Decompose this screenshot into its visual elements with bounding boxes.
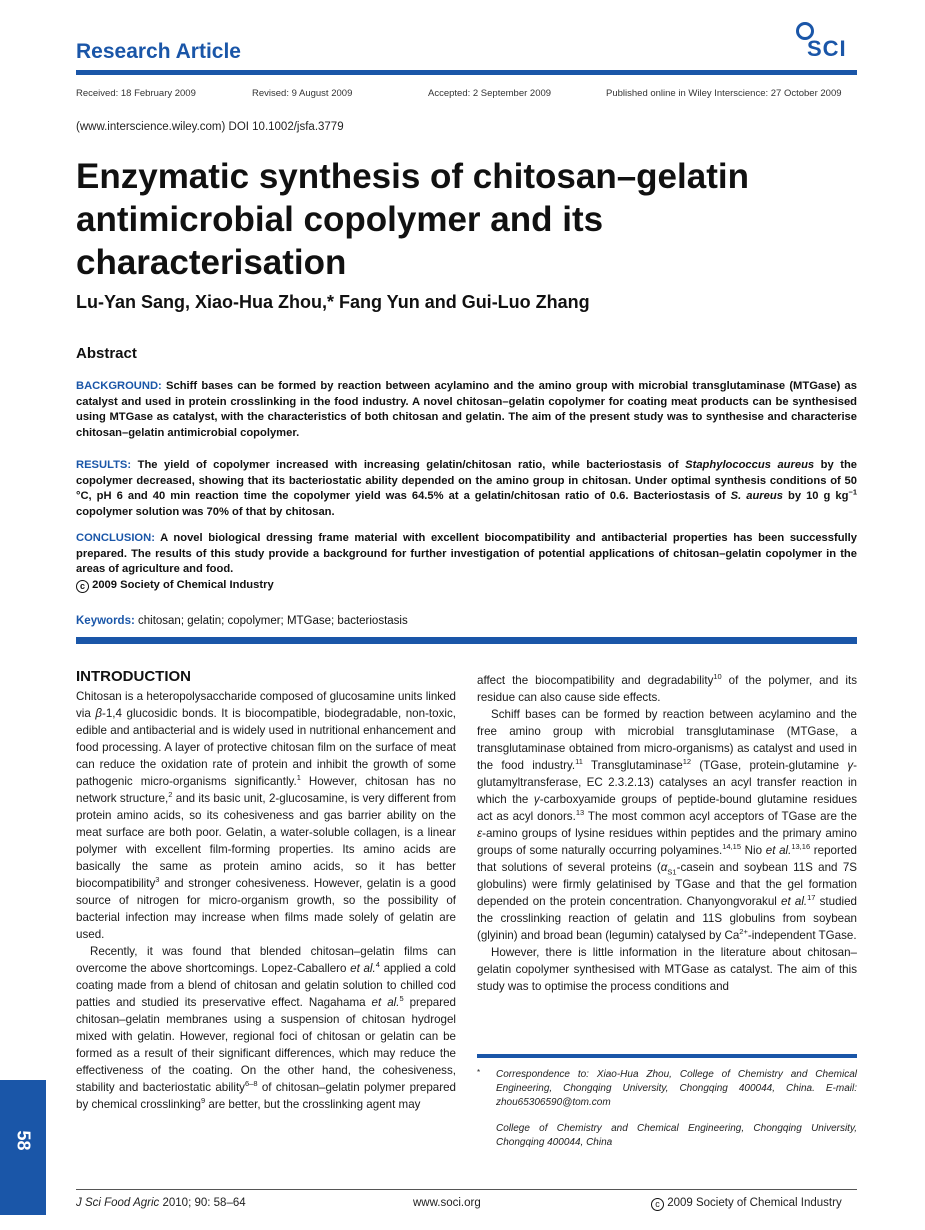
footer-copyright-icon: c [651, 1198, 664, 1211]
abstract-background [76, 379, 857, 441]
left-column [76, 688, 456, 1113]
intro-paragraph-2: Recently, it was found that blended chitosan–gelatin films can overcome the above shortcomings. Lopez-Caballero et al.$^4$ applied a cold coating made from a blend of chitosan and gelatin solution to chilled cod patties and studied its preservative effect. Nagahama et al.$^5$ prepared chitosan–gelatin membranes using a suspension of chitosan hydrogel mixed with gelatin. However, regional foci of chitosan or gelatin can be formed as a result of their significant differences, which may reduce the effectiveness of the coating. On the other hand, the cohesiveness, stability and bacteriostatic ability$^{6-8}$ of chitosan–gelatin polymer prepared by chemical crosslinking$^9$ are better, but the crosslinking agent may [76, 945, 456, 1111]
logo-text: SCI [807, 36, 847, 61]
intro-paragraph-3: affect the biocompatibility and degradability$^{10}$ of the polymer, and its residue can also cause side effects. [477, 672, 857, 704]
conclusion-label: CONCLUSION: [76, 532, 155, 544]
page-number: 58 [13, 1130, 34, 1151]
affiliation-text: College of Chemistry and Chemical Engineering, Chongqing University, Chongqing 400044, China [496, 1123, 857, 1148]
intro-paragraph-1: Chitosan is a heteropolysaccharide composed of glucosamine units linked via β-1,4 glucosidic bonds. It is biocompatible, biodegradable, non-toxic, edible and antibacterial and is widely used in nutritional enhancement and food processing. A layer of protective chitosan film on the surface of meat can reduce the oxidation rate of protein and inhibit the growth of some pathogenic micro-organisms significantly.$^1$ However, chitosan has no network structure,$^2$ and its basic unit, 2-glucosamine, is very different from protein amino acids, so its cohesiveness and gas barrier ability on the meat surface are both poor. Gelatin, a water-soluble collagen, is a linear polymer with excellent film-forming properties. Its amino acids are basically the same as protein amino acids, so it has better biocompatibility$^3$ and stronger cohesiveness. However, gelatin is a good source of nitrogen for micro-organism growth, so the possibility of bacterial infection may increase when films made solely of gelatin are used. [76, 690, 457, 941]
results-text-3: by 10 g kg [787, 490, 849, 502]
background-text: Schiff bases can be formed by reaction between acylamino and the amino group with microbial transglutaminase (MTGase) as catalyst and used in protein crosslinking in the food industry. A novel chitosan–gelatin copolymer for coating meat products can be synthesised using MTGase as catalyst, with the characteristics of both chitosan and gelatin. The aim of the present study was to synthesise and characterise chitosan–gelatin antimicrobial copolymer. [76, 380, 857, 439]
correspondence-footnote [477, 1068, 857, 1110]
footnote-rule [477, 1054, 857, 1058]
journal-citation [76, 1197, 246, 1209]
section-label: Research Article [76, 40, 241, 63]
footer-copyright-text: 2009 Society of Chemical Industry [667, 1197, 842, 1209]
results-text-2: by the copolymer decreased, showing that its bacteriostatic ability depended on the amino group in chitosan. Under optimal synthesis conditions of 50 °C, pH 6 and 40 min reaction time the copolymer yield was 64.5% at a gelatin/chitosan ratio of 0.6. Bacteriostasis of [76, 459, 858, 502]
abstract-copyright-text: 2009 Society of Chemical Industry [92, 578, 274, 591]
abstract-copyright [76, 578, 857, 594]
received-date: Received: 18 February 2009 [76, 88, 196, 99]
abstract-heading: Abstract [76, 345, 137, 362]
results-exponent: −1 [848, 487, 858, 497]
accepted-date: Accepted: 2 September 2009 [428, 88, 552, 99]
footer-rule [76, 1189, 857, 1190]
intro-paragraph-4: Schiff bases can be formed by reaction between acylamino and the free amino group with microbial transglutaminase (MTGase, a transglutaminase obtained from micro-organisms) as catalyst and used in the food industry.$^{11}$ Transglutaminase$^{12}$ (TGase, protein-glutamine γ-glutamyltransferase, EC 2.3.2.13) catalyses an acyl transfer reaction in which the γ-carboxyamide groups of peptide-bound glutamine residues act as acyl donors.$^{13}$ The most common acyl acceptors of TGase are the ε-amino groups of lysine residues within peptides and the primary amino groups of some naturally occurring polyamines.$^{14,15}$ Nio et al.$^{13,16}$ reported that solutions of several proteins ($\alpha_{S1}$-casein and soybean 11S and 7S globulins) were firmly gelatinised by TGase and that the gel formation depended on the protein concentration. Chanyongvorakul et al.$^{17}$ studied the crosslinking reaction of gelatin and 11S globulins from soybean (glyinin) and broad bean (legumin) catalysed by $Ca^{2+}$-independent TGase. [477, 708, 858, 942]
copyright-icon: c [76, 580, 89, 593]
header-rule [76, 70, 857, 75]
results-text-4: copolymer solution was 70% of that by chitosan. [76, 505, 335, 518]
results-label: RESULTS: [76, 459, 132, 471]
abstract-results [76, 458, 857, 520]
results-species-short: S. aureus [730, 490, 783, 502]
keywords [76, 615, 408, 627]
keywords-text: chitosan; gelatin; copolymer; MTGase; bacteriostasis [138, 615, 408, 627]
journal-name: J Sci Food Agric [76, 1197, 160, 1209]
doi[interactable]: (www.interscience.wiley.com) DOI 10.1002/jsfa.3779 [76, 121, 344, 133]
affiliation-footnote [477, 1122, 857, 1150]
citation-details: 2010; 90: 58–64 [162, 1197, 246, 1209]
intro-paragraph-5: However, there is little information in the literature about chitosan–gelatin copolymer synthesised with MTGase as catalyst. The aim of this study was to optimise the process conditions and [477, 946, 857, 993]
keywords-label: Keywords: [76, 615, 135, 627]
footer-copyright [651, 1197, 842, 1211]
right-column [477, 672, 857, 995]
background-label: BACKGROUND: [76, 380, 162, 392]
correspondence-text: Correspondence to: Xiao-Hua Zhou, College of Chemistry and Chemical Engineering, Chongqing University, Chongqing 400044, China. E-mail: zhou65306590@tom.com [496, 1069, 857, 1108]
introduction-heading: INTRODUCTION [76, 668, 191, 685]
abstract-conclusion [76, 531, 857, 593]
footnote-star: * [477, 1068, 481, 1077]
revised-date: Revised: 9 August 2009 [252, 88, 353, 99]
website-link[interactable]: www.soci.org [413, 1197, 481, 1209]
results-text-1: The yield of copolymer increased with increasing gelatin/chitosan ratio, while bacteriostasis of [137, 459, 679, 471]
article-title: Enzymatic synthesis of chitosan–gelatin antimicrobial copolymer and its characterisation [76, 157, 749, 282]
soci-logo [796, 22, 858, 64]
published-date: Published online in Wiley Interscience: 27 October 2009 [606, 88, 842, 99]
keywords-rule [76, 637, 857, 644]
authors: Lu-Yan Sang, Xiao-Hua Zhou,* Fang Yun and Gui-Luo Zhang [76, 292, 590, 312]
results-species: Staphylococcus aureus [685, 459, 815, 471]
conclusion-text: A novel biological dressing frame material with excellent biocompatibility and antibacterial properties has been successfully prepared. The results of this study provide a background for further investigation of potential applications of chitosan–gelatin copolymer in the areas of agriculture and food. [76, 532, 857, 575]
